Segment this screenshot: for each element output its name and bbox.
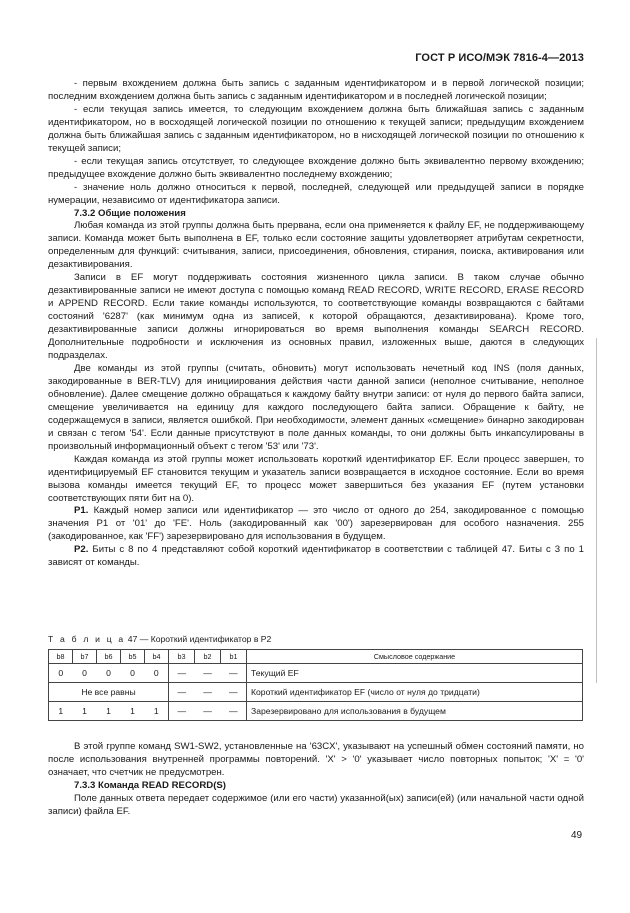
meaning-cell: Зарезервировано для использования в будущем	[247, 702, 583, 721]
bit-cell: 1	[73, 702, 97, 721]
table-47	[48, 649, 583, 721]
meaning-cell: Короткий идентификатор EF (число от нуля до тридцати)	[247, 683, 583, 702]
header-cell: b3	[169, 650, 195, 664]
paragraph-command-abort: Любая команда из этой группы должна быть прервана, если она применяется к файлу EF, не поддерживающему записи. Команда может быть выполнена в EF, только если состояние защиты удовлетворяет атрибутам секретности, определенным для функций: считывания, записи, присоединения, обновления, стирания, поиска, активирования или дезактивирования.	[48, 220, 584, 271]
list-item-zero-value: - значение ноль должно относиться к первой, последней, следующей или предыдущей записи в порядке нумерации, независимо от идентификатора записи.	[48, 181, 584, 206]
table-row	[49, 683, 583, 702]
margin-divider	[596, 338, 597, 683]
paragraph-p2	[48, 544, 584, 570]
paragraph-lifecycle: Записи в EF могут поддерживать состояния жизненного цикла записи. В таком случае обычно дезактивированные записи не имеют доступа с помощью команд READ RECORD, WRITE RECORD, ERASE RECORD и APPEND RECORD. Если такие команды используются, то соответствующие команды возвращаются с байтами состояний '6287' (как минимум одна из записей, к которой обращаются, дезактивирована). Кроме того, дезактивированные записи должны игнорироваться во время выполнения команды SEARCH RECORD. Дополнительные подробности и исключения из основных правил, изложенных выше, даются в следующих подразделах.	[48, 272, 584, 362]
table-row	[49, 702, 583, 721]
p2-text: Биты с 8 по 4 представляют собой короткий идентификатор в соответствии с таблицей 47. Биты с 3 по 1 зависят от команды.	[48, 544, 584, 569]
header-cell: b7	[73, 650, 97, 664]
header-cell: b1	[221, 650, 247, 664]
header-cell: b5	[121, 650, 145, 664]
bit-cell: —	[221, 664, 247, 683]
bit-cell: —	[169, 664, 195, 683]
bit-cell: 1	[97, 702, 121, 721]
bit-cell: 0	[97, 664, 121, 683]
tail-text	[48, 741, 584, 819]
paragraph-p1	[48, 505, 584, 544]
page-number: 49	[571, 830, 583, 841]
bit-cell: —	[221, 683, 247, 702]
bit-cell: —	[169, 702, 195, 721]
bit-cell: —	[169, 683, 195, 702]
paragraph-short-ef: Каждая команда из этой группы может использовать короткий идентификатор EF. Если процесс завершен, то идентифицируемый EF становится текущим и указатель записи возвращается в исходное состояние. Если во время вызова команды имеется текущий EF, то процесс может завершиться без указания EF (путем установки соответствующих пяти бит на 0).	[48, 453, 584, 504]
merged-bit-cell: Не все равны	[49, 683, 169, 702]
p1-text: Каждый номер записи или идентификатор — это число от одного до 254, закодированное с помощью значения P1 от '01' до 'FE'. Ноль (закодированный как '00') зарезервирован для особого назначения. 255 (закодированное, как 'FF') зарезервировано для использования в будущем.	[48, 505, 584, 543]
bit-cell: 0	[121, 664, 145, 683]
paragraph-sw1-sw2: В этой группе команд SW1-SW2, установленные на '63CX', указывают на успешный обмен состояний памяти, но после использования внутренней программы повторений. 'X' > '0' указывает число повторных попыток; 'X' = '0' означает, что счетчик не предусмотрен.	[48, 741, 584, 778]
bit-cell: —	[195, 664, 221, 683]
list-item-first-last: - первым вхождением должна быть запись с заданным идентификатором и в первой логической позиции; последним вхождением должна быть запись с заданным идентификатором и в последней логической позиции;	[48, 78, 584, 102]
header-cell: b2	[195, 650, 221, 664]
bit-cell: 0	[49, 664, 73, 683]
section-heading-7-3-3: 7.3.3 Команда READ RECORD(S)	[74, 779, 226, 791]
table-header-row	[49, 650, 583, 664]
p1-label: P1.	[74, 505, 89, 517]
bit-cell: —	[195, 683, 221, 702]
list-item-current-absent: - если текущая запись отсутствует, то следующее вхождение должно быть эквивалентно первому вхождению; предыдущее вхождение должно быть эквивалентно последнему вхождению;	[48, 155, 584, 180]
header-cell: b6	[97, 650, 121, 664]
meaning-cell: Текущий EF	[247, 664, 583, 683]
bit-cell: 1	[49, 702, 73, 721]
main-text	[48, 78, 584, 570]
header-cell-meaning: Смысловое содержание	[247, 650, 583, 664]
bit-cell: 1	[145, 702, 169, 721]
list-item-current-exists: - если текущая запись имеется, то следующим вхождением должна быть ближайшая запись с заданным идентификатором, но в восходящей логической позиции по отношению к текущей записи; предыдущим вхождением должна быть ближайшая запись с заданным идентификатором, но в нисходящей логической позиции по отношению к текущей записи;	[48, 103, 584, 154]
bit-cell: 0	[73, 664, 97, 683]
bit-cell: —	[221, 702, 247, 721]
standard-header: ГОСТ Р ИСО/МЭК 7816-4—2013	[415, 52, 584, 64]
paragraph-read-record: Поле данных ответа передает содержимое (или его части) указанной(ых) записи(ей) (или начальной части одной записи) файла EF.	[48, 792, 584, 817]
bit-cell: 1	[121, 702, 145, 721]
table-caption-title: 47 — Короткий идентификатор в P2	[127, 634, 272, 644]
table-caption	[48, 634, 271, 644]
bit-cell: —	[195, 702, 221, 721]
section-heading-7-3-2: 7.3.2 Общие положения	[74, 207, 186, 219]
table-row	[49, 664, 583, 683]
paragraph-offset: Две команды из этой группы (считать, обновить) могут использовать нечетный код INS (поля данных, закодированные в BER-TLV) для инициирования действия части данной записи (неполное считывание, неполное обновление). Далее смещение должно обращаться к каждому байту внутри записи: от нуля до первого байта записи, смещение увеличивается на единицу для каждого последующего байта записи. Обращение к байту, не содержащемуся в записи, является ошибкой. При необходимости, элемент данных «смещение» бинарно закодирован и связан с тегом '54'. Если данные присутствуют в поле данных команды, то они должны быть инкапсулированы в произвольный информационный объект с тегом '53' или '73'.	[48, 362, 584, 452]
bit-cell: 0	[145, 664, 169, 683]
table-caption-prefix: Т а б л и ц а	[48, 634, 126, 644]
header-cell: b4	[145, 650, 169, 664]
header-cell: b8	[49, 650, 73, 664]
p2-label: P2.	[74, 544, 89, 556]
